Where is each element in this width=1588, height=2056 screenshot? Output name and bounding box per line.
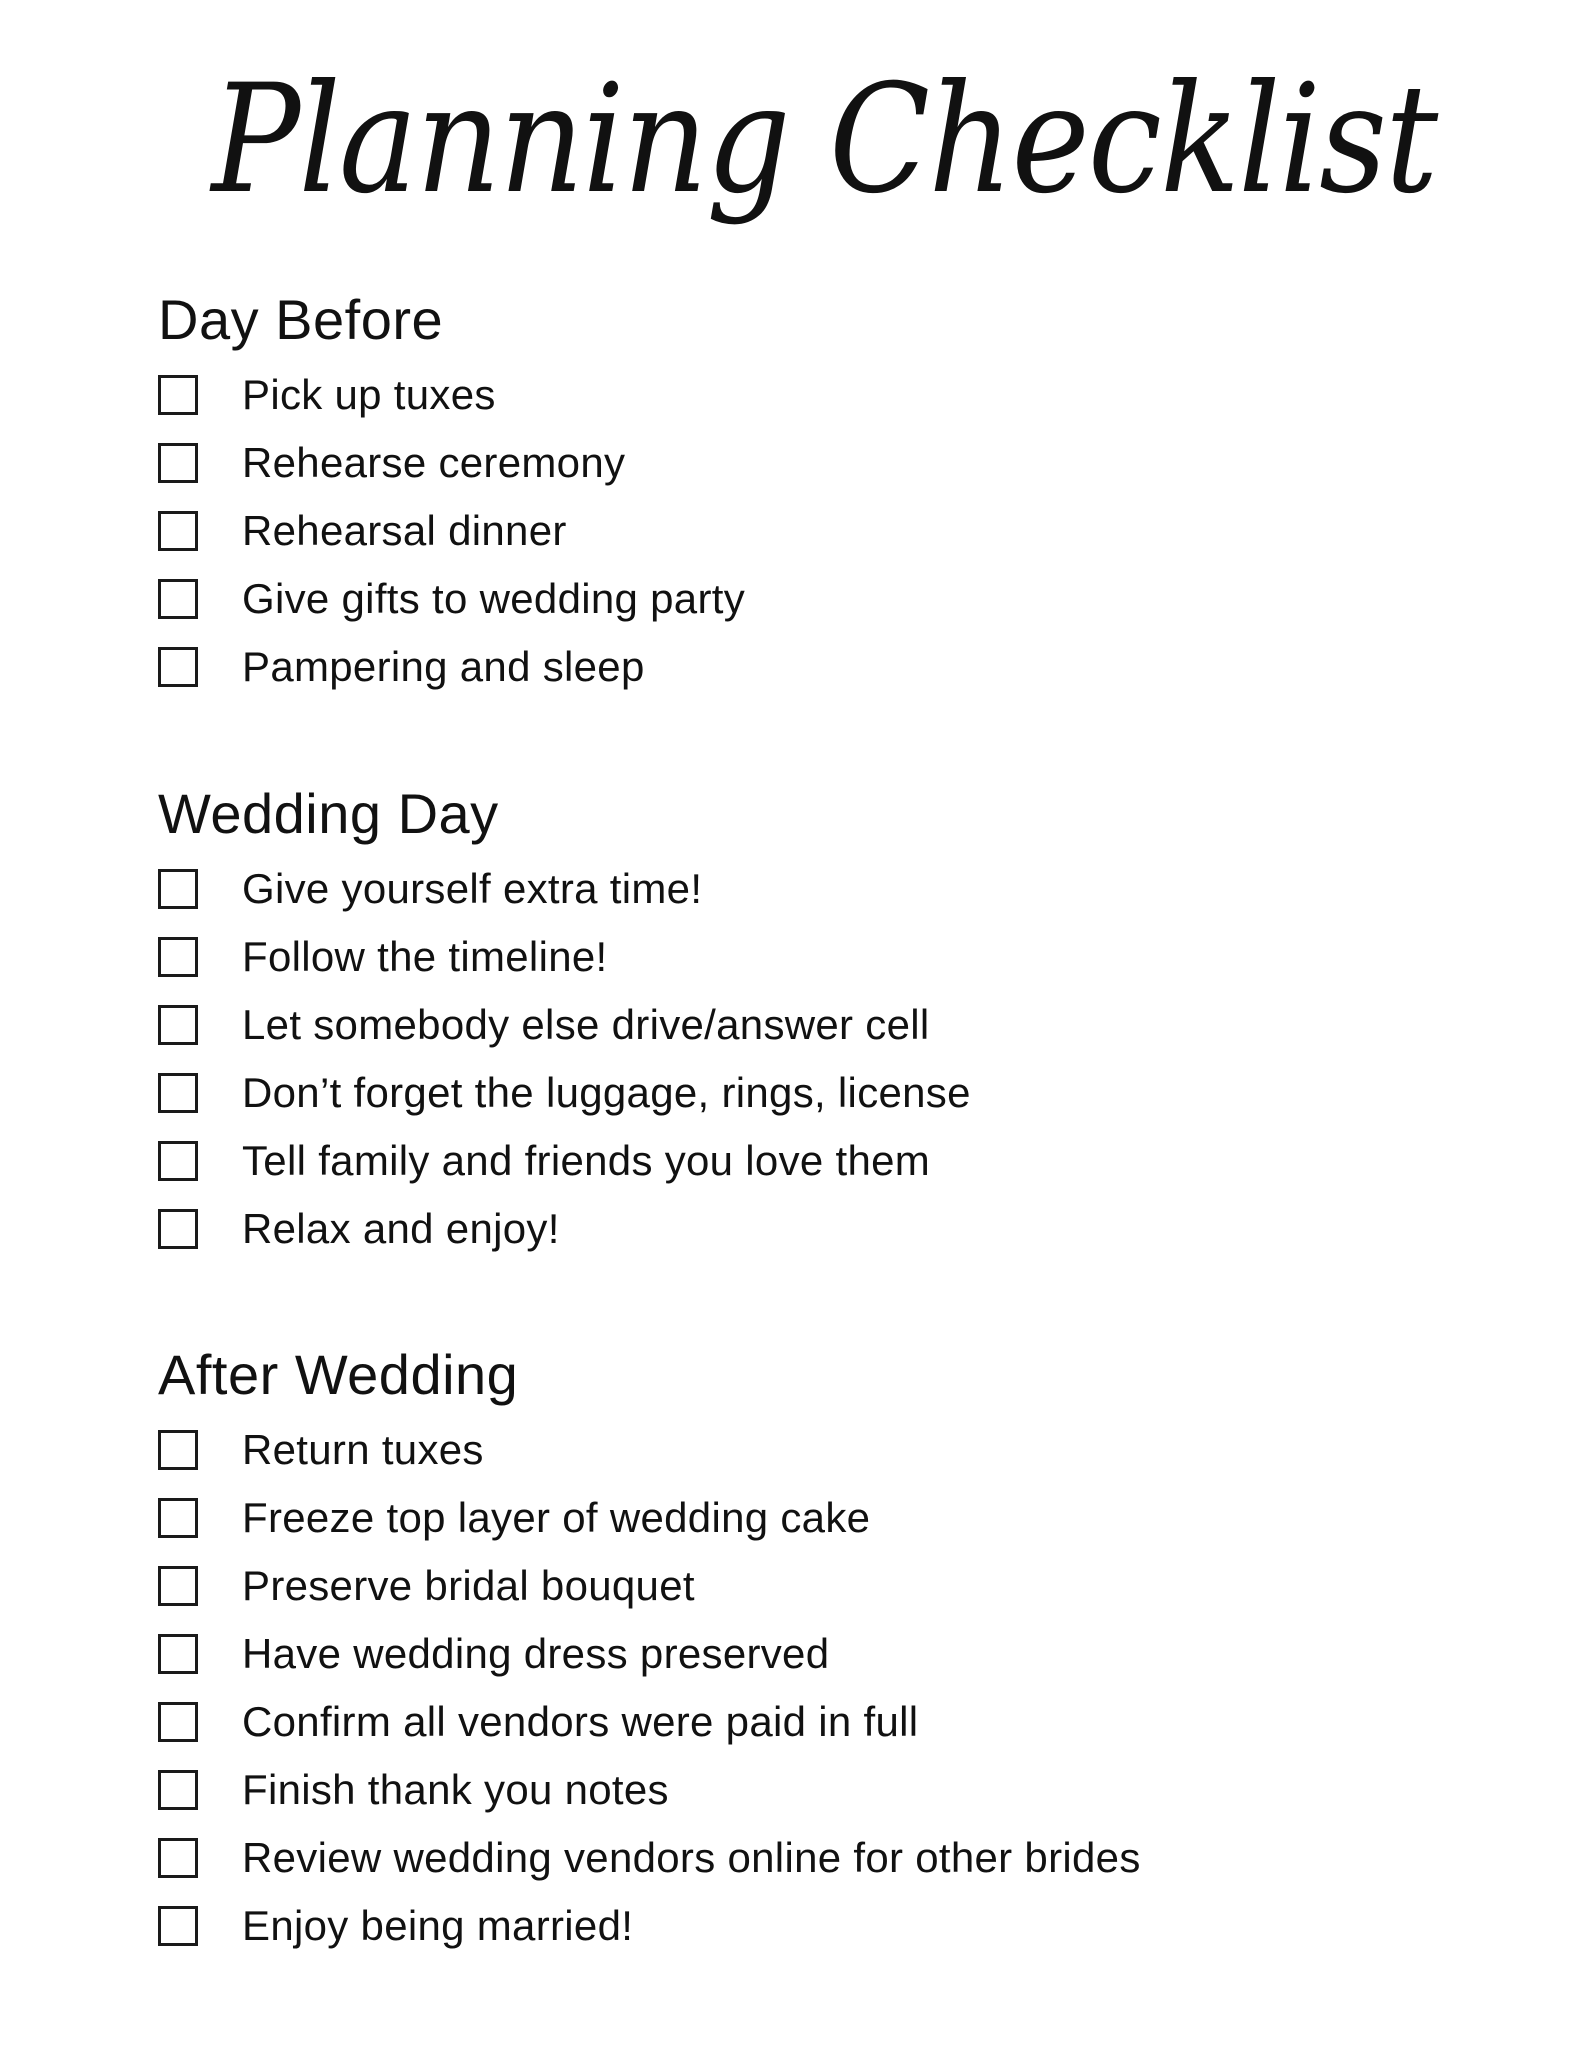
checklist-item-label: Review wedding vendors online for other brides xyxy=(242,1834,1141,1881)
checkbox[interactable] xyxy=(158,1430,198,1470)
checklist-item-label: Preserve bridal bouquet xyxy=(242,1562,695,1609)
section-heading: After Wedding xyxy=(158,1343,519,1406)
checkbox[interactable] xyxy=(158,1702,198,1742)
checklist-item-label: Confirm all vendors were paid in full xyxy=(242,1698,919,1745)
checkbox[interactable] xyxy=(158,1566,198,1606)
checklist-item[interactable] xyxy=(158,1127,971,1195)
checkbox[interactable] xyxy=(158,1005,198,1045)
checklist-item[interactable] xyxy=(158,1688,1141,1756)
checkbox[interactable] xyxy=(158,443,198,483)
checklist-item[interactable] xyxy=(158,1756,1141,1824)
checkbox[interactable] xyxy=(158,1838,198,1878)
checklist-item-label: Tell family and friends you love them xyxy=(242,1137,931,1184)
checkbox[interactable] xyxy=(158,1906,198,1946)
checklist-item[interactable] xyxy=(158,1484,1141,1552)
section-heading: Wedding Day xyxy=(158,782,499,845)
checkbox[interactable] xyxy=(158,869,198,909)
checklist-item-label: Follow the timeline! xyxy=(242,933,608,980)
section-day-before xyxy=(158,285,745,701)
checklist-item-label: Rehearse ceremony xyxy=(242,439,626,486)
checkbox[interactable] xyxy=(158,375,198,415)
checklist-item-label: Pick up tuxes xyxy=(242,371,496,418)
checklist-item[interactable] xyxy=(158,1824,1141,1892)
checklist-item[interactable] xyxy=(158,923,971,991)
checklist-item-label: Finish thank you notes xyxy=(242,1766,669,1813)
checkbox[interactable] xyxy=(158,647,198,687)
checklist-item[interactable] xyxy=(158,1620,1141,1688)
checklist-item[interactable] xyxy=(158,1892,1141,1960)
checklist-item-label: Have wedding dress preserved xyxy=(242,1630,830,1677)
checklist-item[interactable] xyxy=(158,429,745,497)
section-heading: Day Before xyxy=(158,288,444,351)
checkbox[interactable] xyxy=(158,1209,198,1249)
checkbox[interactable] xyxy=(158,1141,198,1181)
checkbox[interactable] xyxy=(158,1073,198,1113)
checkbox[interactable] xyxy=(158,1498,198,1538)
checklist-item[interactable] xyxy=(158,497,745,565)
checklist-item[interactable] xyxy=(158,633,745,701)
page-title: Planning Checklist xyxy=(211,53,1437,227)
checklist-item-label: Pampering and sleep xyxy=(242,643,645,690)
checklist-item-label: Enjoy being married! xyxy=(242,1902,634,1949)
checklist-item-label: Give gifts to wedding party xyxy=(242,575,746,622)
section-after-wedding xyxy=(158,1340,1141,1960)
checklist-item-label: Give yourself extra time! xyxy=(242,865,703,912)
checklist-item[interactable] xyxy=(158,1059,971,1127)
checklist-item[interactable] xyxy=(158,1416,1141,1484)
checklist-item[interactable] xyxy=(158,1195,971,1263)
checklist-item-label: Freeze top layer of wedding cake xyxy=(242,1494,871,1541)
checklist-item-label: Relax and enjoy! xyxy=(242,1205,560,1252)
section-wedding-day xyxy=(158,779,971,1263)
checkbox[interactable] xyxy=(158,1770,198,1810)
checklist-item[interactable] xyxy=(158,361,745,429)
checkbox[interactable] xyxy=(158,1634,198,1674)
checklist-item[interactable] xyxy=(158,1552,1141,1620)
checkbox[interactable] xyxy=(158,579,198,619)
checklist-item[interactable] xyxy=(158,855,971,923)
checklist-item-label: Let somebody else drive/answer cell xyxy=(242,1001,930,1048)
checklist-item-label: Don’t forget the luggage, rings, license xyxy=(242,1069,971,1116)
checklist-item-label: Rehearsal dinner xyxy=(242,507,567,554)
checklist-item-label: Return tuxes xyxy=(242,1426,484,1473)
checkbox[interactable] xyxy=(158,937,198,977)
checklist-item[interactable] xyxy=(158,565,745,633)
checklist-item[interactable] xyxy=(158,991,971,1059)
checkbox[interactable] xyxy=(158,511,198,551)
